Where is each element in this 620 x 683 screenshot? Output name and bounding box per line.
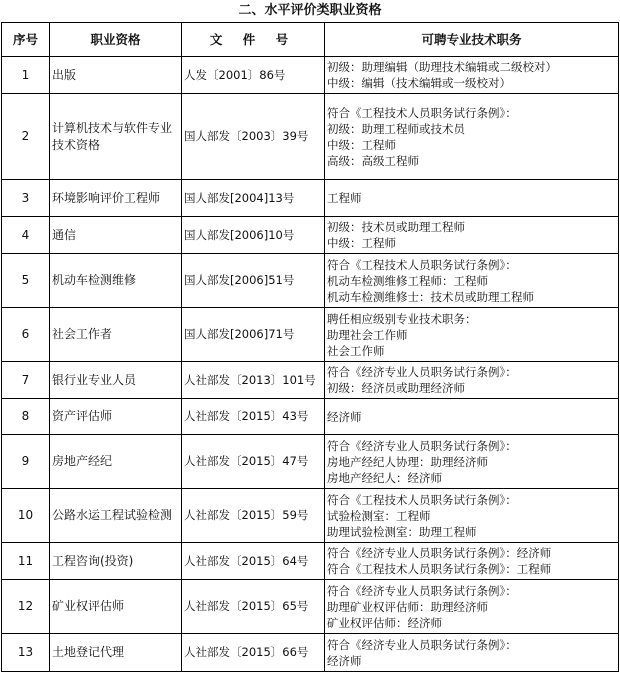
document-number-cell: 人社部发〔2015〕43号 bbox=[182, 399, 325, 435]
document-number-cell: 人发〔2001〕86号 bbox=[182, 57, 325, 94]
posts-cell: 初级：助理编辑（助理技术编辑或二级校对） 中级：编辑（技术编辑或一级校对） bbox=[325, 57, 619, 94]
qualification-cell: 银行业专业人员 bbox=[50, 362, 182, 399]
table-row bbox=[2, 94, 619, 180]
row-number: 8 bbox=[2, 399, 50, 435]
qualification-cell: 出版 bbox=[50, 57, 182, 94]
row-number: 10 bbox=[2, 489, 50, 543]
qualification-cell: 工程咨询(投资) bbox=[50, 543, 182, 580]
header-qualification: 职业资格 bbox=[50, 23, 182, 57]
qualification-cell: 矿业权评估师 bbox=[50, 580, 182, 634]
document-number-cell: 人社部发〔2015〕59号 bbox=[182, 489, 325, 543]
header-posts: 可聘专业技术职务 bbox=[325, 23, 619, 57]
posts-cell: 经济师 bbox=[325, 399, 619, 435]
document-number-cell: 人社部发〔2015〕64号 bbox=[182, 543, 325, 580]
row-number: 2 bbox=[2, 94, 50, 180]
table-row bbox=[2, 180, 619, 217]
table-header-row bbox=[2, 23, 619, 57]
table-row bbox=[2, 399, 619, 435]
row-number: 9 bbox=[2, 435, 50, 489]
posts-cell: 初级：技术员或助理工程师 中级：工程师 bbox=[325, 217, 619, 254]
posts-cell: 符合《经济专业人员职务试行条例》： 助理矿业权评估师：助理经济师 矿业权评估师：经济师 bbox=[325, 580, 619, 634]
document-number-cell: 国人部发[2006]71号 bbox=[182, 308, 325, 362]
document-number-cell: 国人部发[2006]51号 bbox=[182, 254, 325, 308]
row-number: 1 bbox=[2, 57, 50, 94]
row-number: 4 bbox=[2, 217, 50, 254]
table-row bbox=[2, 57, 619, 94]
page-title: 二、水平评价类职业资格 bbox=[238, 3, 382, 18]
row-number: 13 bbox=[2, 634, 50, 672]
row-number: 11 bbox=[2, 543, 50, 580]
posts-cell: 符合《经济专业人员职务试行条例》：经济师 符合《工程技术人员职务试行条例》：工程师 bbox=[325, 543, 619, 580]
header-document: 文 件 号 bbox=[182, 23, 325, 57]
qualification-cell: 环境影响评价工程师 bbox=[50, 180, 182, 217]
posts-cell: 聘任相应级别专业技术职务： 助理社会工作师 社会工作师 bbox=[325, 308, 619, 362]
qualification-table bbox=[1, 22, 619, 672]
row-number: 6 bbox=[2, 308, 50, 362]
document-number-cell: 人社部发〔2015〕66号 bbox=[182, 634, 325, 672]
posts-cell: 工程师 bbox=[325, 180, 619, 217]
table-row bbox=[2, 435, 619, 489]
qualification-cell: 土地登记代理 bbox=[50, 634, 182, 672]
qualification-cell: 计算机技术与软件专业技术资格 bbox=[50, 94, 182, 180]
qualification-cell: 资产评估师 bbox=[50, 399, 182, 435]
qualification-cell: 机动车检测维修 bbox=[50, 254, 182, 308]
posts-cell: 符合《经济专业人员职务试行条例》： 房地产经纪人协理：助理经济师 房地产经纪人：经济师 bbox=[325, 435, 619, 489]
posts-cell: 符合《工程技术人员职务试行条例》： 初级：助理工程师或技术员 中级：工程师 高级：高级工程师 bbox=[325, 94, 619, 180]
row-number: 12 bbox=[2, 580, 50, 634]
table-row bbox=[2, 543, 619, 580]
table-row bbox=[2, 634, 619, 672]
document-number-cell: 国人部发〔2003〕39号 bbox=[182, 94, 325, 180]
table-row bbox=[2, 254, 619, 308]
table-row bbox=[2, 489, 619, 543]
document-number-cell: 国人部发[2004]13号 bbox=[182, 180, 325, 217]
document-number-cell: 国人部发[2006]10号 bbox=[182, 217, 325, 254]
qualification-cell: 社会工作者 bbox=[50, 308, 182, 362]
header-no: 序号 bbox=[2, 23, 50, 57]
table-row bbox=[2, 362, 619, 399]
document-number-cell: 人社部发〔2013〕101号 bbox=[182, 362, 325, 399]
qualification-cell: 房地产经纪 bbox=[50, 435, 182, 489]
qualification-cell: 公路水运工程试验检测 bbox=[50, 489, 182, 543]
table-row bbox=[2, 308, 619, 362]
row-number: 7 bbox=[2, 362, 50, 399]
table-row bbox=[2, 580, 619, 634]
qualification-cell: 通信 bbox=[50, 217, 182, 254]
posts-cell: 符合《工程技术人员职务试行条例》： 试验检测室：工程师 助理试验检测室：助理工程师 bbox=[325, 489, 619, 543]
row-number: 3 bbox=[2, 180, 50, 217]
row-number: 5 bbox=[2, 254, 50, 308]
document-number-cell: 人社部发〔2015〕47号 bbox=[182, 435, 325, 489]
document-number-cell: 人社部发〔2015〕65号 bbox=[182, 580, 325, 634]
posts-cell: 符合《经济专业人员职务试行条例》： 初级：经济员或助理经济师 bbox=[325, 362, 619, 399]
posts-cell: 符合《工程技术人员职务试行条例》： 机动车检测维修工程师：工程师 机动车检测维修士：技术员或助理工程师 bbox=[325, 254, 619, 308]
posts-cell: 符合《经济专业人员职务试行条例》： 经济师 bbox=[325, 634, 619, 672]
table-row bbox=[2, 217, 619, 254]
